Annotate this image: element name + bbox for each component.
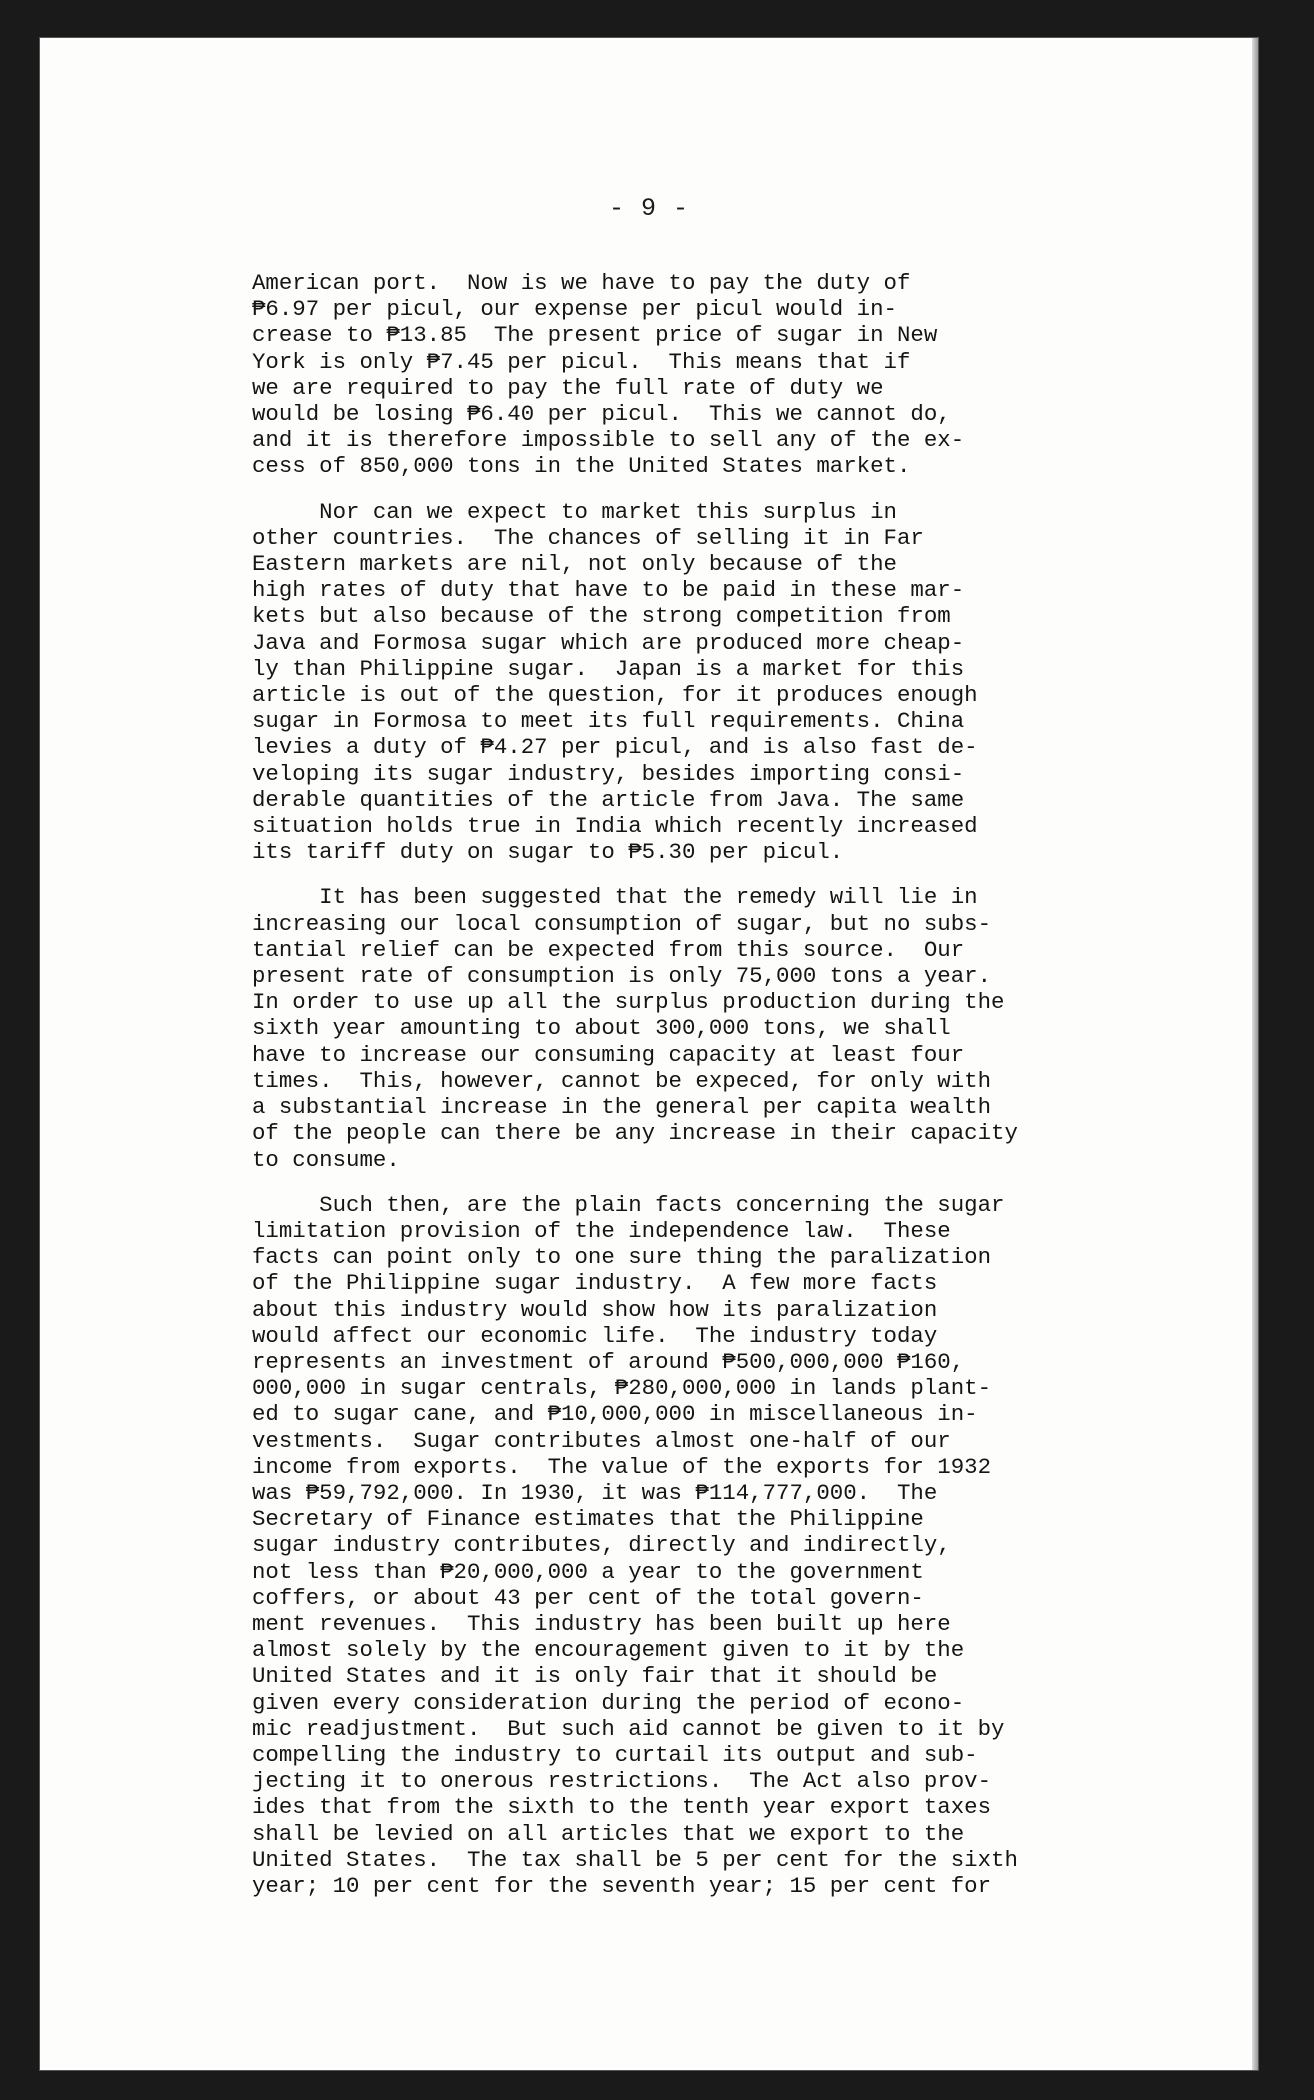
text-line: kets but also because of the strong competition from (252, 603, 951, 630)
text-line: York is only ₱7.45 per picul. This means that if (252, 348, 911, 375)
document-page (40, 38, 1258, 2070)
text-line: mic readjustment. But such aid cannot be given to it by (252, 1715, 1005, 1742)
text-line: income from exports. The value of the exports for 1932 (252, 1453, 992, 1480)
text-line: Secretary of Finance estimates that the Philippine (252, 1506, 924, 1533)
text-line: United States. The tax shall be 5 per cent for the sixth (252, 1846, 1018, 1873)
paragraph-1 (252, 270, 1222, 480)
text-line: coffers, or about 43 per cent of the total govern- (252, 1584, 924, 1611)
text-line: its tariff duty on sugar to ₱5.30 per picul. (252, 839, 844, 866)
text-line: derable quantities of the article from Java. The same (252, 786, 965, 813)
text-line: United States and it is only fair that it should be (252, 1663, 938, 1690)
text-line: ed to sugar cane, and ₱10,000,000 in miscellaneous in- (252, 1401, 978, 1428)
text-line: article is out of the question, for it produces enough (252, 682, 978, 709)
text-line: cess of 850,000 tons in the United States market. (252, 453, 911, 480)
text-line: sugar industry contributes, directly and indirectly, (252, 1532, 951, 1559)
paragraph-2 (252, 499, 1222, 866)
text-line: given every consideration during the period of econo- (252, 1689, 965, 1716)
text-line: Such then, are the plain facts concerning the sugar (252, 1191, 1005, 1218)
text-line: present rate of consumption is only 75,000 tons a year. (252, 963, 992, 990)
page-number: - 9 - (608, 194, 689, 223)
text-line: to consume. (252, 1146, 400, 1173)
text-line: ment revenues. This industry has been built up here (252, 1610, 951, 1637)
text-line: In order to use up all the surplus production during the (252, 989, 1005, 1016)
text-line: represents an investment of around ₱500,000,000 ₱160, (252, 1348, 965, 1375)
text-line: would be losing ₱6.40 per picul. This we cannot do, (252, 401, 951, 428)
text-line: ly than Philippine sugar. Japan is a market for this (252, 655, 965, 682)
text-line: ₱6.97 per picul, our expense per picul would in- (252, 296, 897, 323)
document-body (252, 270, 1222, 1899)
text-line: jecting it to onerous restrictions. The Act also prov- (252, 1768, 992, 1795)
text-line: almost solely by the encouragement given to it by the (252, 1637, 965, 1664)
text-line: limitation provision of the independence law. These (252, 1217, 951, 1244)
text-line: of the Philippine sugar industry. A few more facts (252, 1270, 938, 1297)
text-line: Java and Formosa sugar which are produced more cheap- (252, 629, 965, 656)
text-line: other countries. The chances of selling it in Far (252, 524, 924, 551)
text-line: sugar in Formosa to meet its full requirements. China (252, 708, 965, 735)
text-line: a substantial increase in the general per capita wealth (252, 1094, 992, 1121)
text-line: sixth year amounting to about 300,000 tons, we shall (252, 1015, 951, 1042)
page-edge (1252, 38, 1258, 2070)
text-line: not less than ₱20,000,000 a year to the government (252, 1558, 924, 1585)
text-line: vestments. Sugar contributes almost one-half of our (252, 1427, 951, 1454)
text-line: 000,000 in sugar centrals, ₱280,000,000 in lands plant- (252, 1375, 992, 1402)
text-line: was ₱59,792,000. In 1930, it was ₱114,777,000. The (252, 1479, 938, 1506)
text-line: have to increase our consuming capacity at least four (252, 1041, 965, 1068)
text-line: year; 10 per cent for the seventh year; 15 per cent for (252, 1872, 992, 1899)
text-line: It has been suggested that the remedy will lie in (252, 884, 978, 911)
text-line: Eastern markets are nil, not only because of the (252, 551, 897, 578)
text-line: we are required to pay the full rate of duty we (252, 374, 884, 401)
text-line: compelling the industry to curtail its output and sub- (252, 1741, 978, 1768)
text-line: ides that from the sixth to the tenth year export taxes (252, 1794, 992, 1821)
text-line: and it is therefore impossible to sell any of the ex- (252, 427, 965, 454)
text-line: Nor can we expect to market this surplus in (252, 498, 897, 525)
text-line: shall be levied on all articles that we export to the (252, 1820, 965, 1847)
paragraph-3 (252, 884, 1222, 1172)
text-line: high rates of duty that have to be paid in these mar- (252, 577, 965, 604)
text-line: American port. Now is we have to pay the duty of (252, 270, 911, 296)
text-line: crease to ₱13.85 The present price of sugar in New (252, 322, 938, 349)
text-line: veloping its sugar industry, besides importing consi- (252, 760, 965, 787)
text-line: situation holds true in India which recently increased (252, 813, 978, 840)
paragraph-4 (252, 1192, 1222, 1899)
text-line: levies a duty of ₱4.27 per picul, and is also fast de- (252, 734, 978, 761)
text-line: times. This, however, cannot be expeced, for only with (252, 1067, 992, 1094)
text-line: of the people can there be any increase in their capacity (252, 1120, 1018, 1147)
text-line: would affect our economic life. The industry today (252, 1322, 938, 1349)
text-line: facts can point only to one sure thing the paralization (252, 1244, 992, 1271)
text-line: about this industry would show how its paralization (252, 1296, 938, 1323)
text-line: tantial relief can be expected from this source. Our (252, 936, 965, 963)
text-line: increasing our local consumption of sugar, but no subs- (252, 910, 992, 937)
